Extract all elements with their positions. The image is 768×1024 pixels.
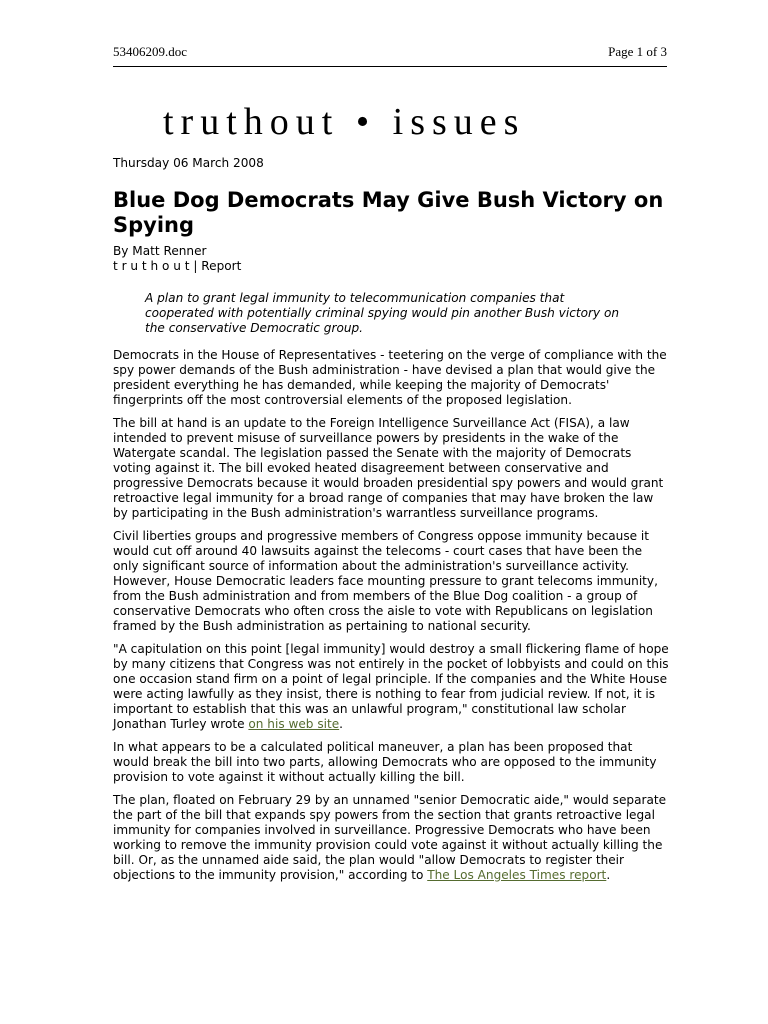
byline [113,244,669,274]
author: By Matt Renner [113,244,207,258]
paragraph-text: The plan, floated on February 29 by an unnamed "senior Democratic aide," would separate the part of the bill that expands spy powers from the section that grants retroactive legal immunity for companies involved in surveillance. Progressive Democrats who have been working to remove the immunity provision could vote against it without actually killing the bill. Or, as the unnamed aide said, the plan would "allow Democrats to register their objections to the immunity provision," according to [113,793,667,882]
paragraph-end: . [339,717,344,731]
article-date: Thursday 06 March 2008 [113,156,264,170]
paragraph-end: . [606,868,611,882]
page-number: Page 1 of 3 [608,44,667,59]
paragraph: The bill at hand is an update to the Foreign Intelligence Surveillance Act (FISA), a law intended to prevent misuse of surveillance powers by presidents in the wake of the Watergate scandal. The legislation passed the Senate with the majority of Democrats voting against it. The bill evoked heated disagreement between conservative and progressive Democrats because it would broaden presidential spy powers and would grant retroactive legal immunity for a broad range of companies that may have broken the law by participating in the Bush administration's warrantless surveillance programs. [113,416,664,520]
paragraph: Democrats in the House of Representatives - teetering on the verge of compliance with the spy power demands of the Bush administration - have devised a plan that would give the president everything he has demanded, while keeping the majority of Democrats' fingerprints off the most controversial elements of the proposed legislation. [113,348,667,407]
paragraph [113,793,669,883]
truthout-logo: truthout • issues [163,101,526,143]
article-title: Blue Dog Democrats May Give Bush Victory on Spying [113,188,664,237]
paragraph [113,642,669,732]
document-header [113,44,667,67]
paragraph: In what appears to be a calculated political maneuver, a plan has been proposed that would break the bill into two parts, allowing Democrats who are opposed to the immunity provision to vote against it without actually killing the bill. [113,740,657,784]
filename: 53406209.doc [113,44,188,59]
la-times-link[interactable]: The Los Angeles Times report [427,868,607,882]
web-site-link[interactable]: on his web site [248,717,340,731]
article [113,156,669,891]
paragraph: Civil liberties groups and progressive members of Congress oppose immunity because it would cut off around 40 lawsuits against the telecoms - court cases that have been the only significant source of information about the administration's surveillance activity. However, House Democratic leaders face mounting pressure to grant telecoms immunity, from the Bush administration and from members of the Blue Dog coalition - a group of conservative Democrats who often cross the aisle to vote with Republicans on legislation framed by the Bush administration as pertaining to national security. [113,529,658,633]
lede: A plan to grant legal immunity to telecommunication companies that cooperated with potentially criminal spying would pin another Bush victory on the conservative Democratic group. [145,291,620,335]
paragraph-text: "A capitulation on this point [legal immunity] would destroy a small flickering flame of hope by many citizens that Congress was not entirely in the pocket of lobbyists and could on this one occasion stand firm on a point of legal principle. If the companies and the White House were acting lawfully as they insist, there is nothing to fear from judicial review. If not, it is important to establish that this was an unlawful program," constitutional law scholar Jonathan Turley wrote [113,642,669,731]
source: t r u t h o u t | Report [113,259,242,273]
